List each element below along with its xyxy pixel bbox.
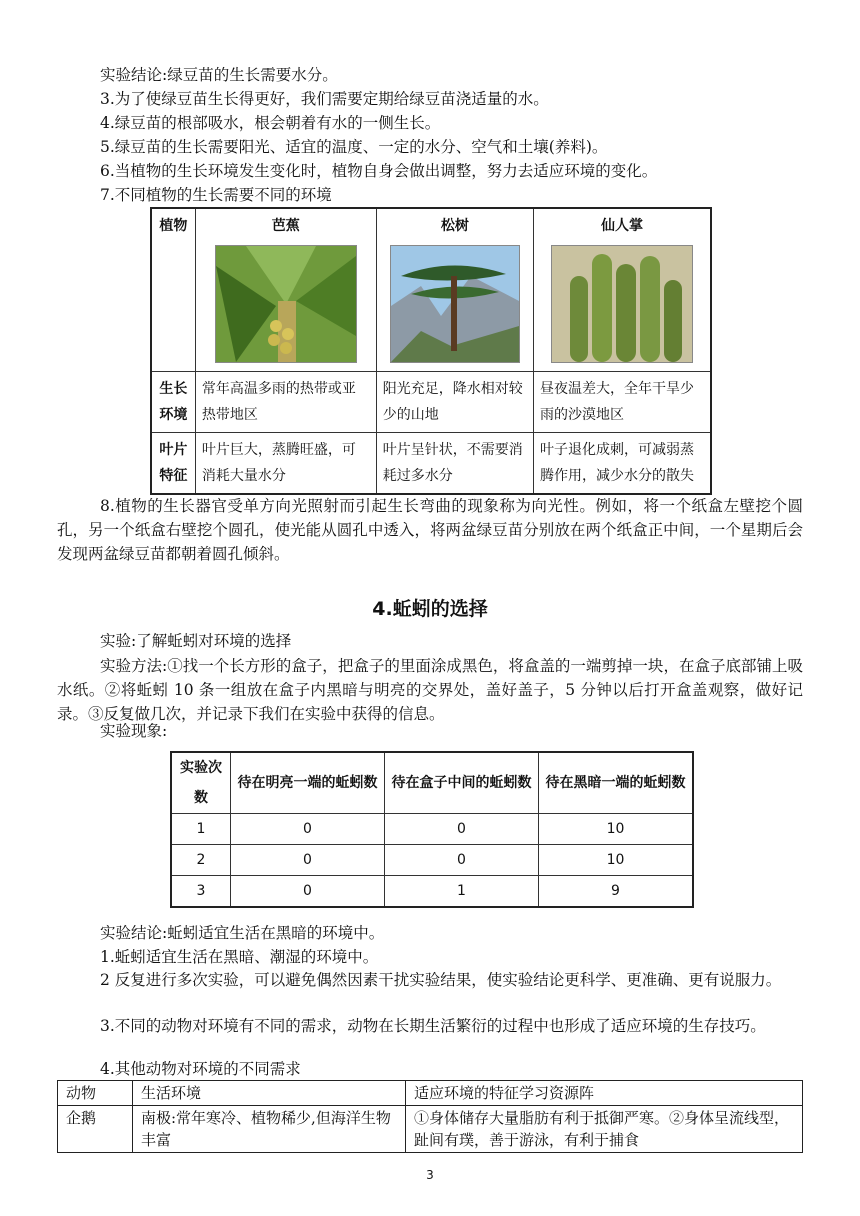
table-row xyxy=(58,1106,803,1153)
worm-experiment-table xyxy=(170,751,694,908)
table-corner-cell: 植物 xyxy=(151,208,195,372)
worm-cell: 0 xyxy=(231,814,385,845)
plant-header-cactus xyxy=(533,208,711,372)
intro-line-3: 4.绿豆苗的根部吸水，根会朝着有水的一侧生长。 xyxy=(100,114,441,132)
intro-line-5: 6.当植物的生长环境发生变化时，植物自身会做出调整，努力去适应环境的变化。 xyxy=(100,162,658,180)
worm-cell: 10 xyxy=(538,814,693,845)
section-title: 4.蚯蚓的选择 xyxy=(372,598,488,620)
worm-cell: 0 xyxy=(231,876,385,908)
env-pine: 阳光充足，降水相对较少的山地 xyxy=(376,372,533,433)
worm-cell: 2 xyxy=(171,845,231,876)
plant-name: 松树 xyxy=(440,218,469,234)
animal-cell: 企鹅 xyxy=(58,1106,133,1153)
animal-cell: 南极:常年寒冷、植物稀少,但海洋生物丰富 xyxy=(133,1106,406,1153)
env-label: 生长环境 xyxy=(151,372,195,433)
animal-header-env: 生活环境 xyxy=(133,1081,406,1106)
leaf-pine: 叶片呈针状，不需要消耗过多水分 xyxy=(376,433,533,495)
item-2: 2 反复进行多次实验，可以避免偶然因素干扰实验结果，使实验结论更科学、更准确、更有说服力。 xyxy=(100,971,782,989)
worm-header-trial: 实验次数 xyxy=(171,752,231,814)
intro-line-4: 5.绿豆苗的生长需要阳光、适宜的温度、一定的水分、空气和土壤(养料)。 xyxy=(100,138,608,156)
worm-cell: 0 xyxy=(384,845,538,876)
animal-cell: ①身体储存大量脂肪有利于抵御严寒。②身体呈流线型，趾间有璞，善于游泳，有利于捕食 xyxy=(406,1106,803,1153)
env-cactus: 昼夜温差大，全年干旱少雨的沙漠地区 xyxy=(533,372,711,433)
cactus-photo xyxy=(551,245,693,363)
leaf-label: 叶片特征 xyxy=(151,433,195,495)
worm-cell: 0 xyxy=(384,814,538,845)
intro-line-6: 7.不同植物的生长需要不同的环境 xyxy=(100,186,332,204)
worm-cell: 1 xyxy=(384,876,538,908)
plant-environment-table xyxy=(150,207,712,495)
conclusion: 实验结论:蚯蚓适宜生活在黑暗的环境中。 xyxy=(100,924,385,942)
page-number: 3 xyxy=(426,1168,434,1182)
intro-line-2: 3.为了使绿豆苗生长得更好，我们需要定期给绿豆苗浇适量的水。 xyxy=(100,90,549,108)
plant-name: 芭蕉 xyxy=(271,218,300,234)
leaf-cactus: 叶子退化成刺，可减弱蒸腾作用，减少水分的散失 xyxy=(533,433,711,495)
paragraph-phototropism: 8.植物的生长器官受单方向光照射而引起生长弯曲的现象称为向光性。例如，将一个纸盒左壁挖个圆孔，另一个纸盒右壁挖个圆孔，使光能从圆孔中透入，将两盆绿豆苗分别放在两个纸盒正中间，一个星期后会发现两盆绿豆苗都朝着圆孔倾斜。 xyxy=(57,497,803,563)
animal-header-feature: 适应环境的特征学习资源阵 xyxy=(406,1081,803,1106)
leaf-banana: 叶片巨大，蒸腾旺盛，可消耗大量水分 xyxy=(195,433,376,495)
table-row xyxy=(171,814,693,845)
banana-plant-photo xyxy=(215,245,357,363)
item-1: 1.蚯蚓适宜生活在黑暗、潮湿的环境中。 xyxy=(100,948,379,966)
env-banana: 常年高温多雨的热带或亚热带地区 xyxy=(195,372,376,433)
item-3: 3.不同的动物对环境有不同的需求，动物在长期生活繁衍的过程中也形成了适应环境的生存技巧。 xyxy=(100,1017,766,1035)
plant-name: 仙人掌 xyxy=(600,218,643,234)
experiment-method: 实验方法:①找一个长方形的盒子，把盒子的里面涂成黑色，将盒盖的一端剪掉一块，在盒子底部铺上吸水纸。②将蚯蚓 10 条一组放在盒子内黑暗与明亮的交界处，盖好盖子，5 分钟以后打开盒盖观察，做好记录。③反复做几次，并记录下我们在实验中获得的信息。 xyxy=(57,657,803,723)
animal-header-animal: 动物 xyxy=(58,1081,133,1106)
animal-table xyxy=(57,1080,803,1153)
phenomenon-label: 实验现象: xyxy=(100,722,168,740)
worm-cell: 1 xyxy=(171,814,231,845)
plant-header-banana xyxy=(195,208,376,372)
intro-line-1: 实验结论:绿豆苗的生长需要水分。 xyxy=(100,66,338,84)
table-row xyxy=(171,876,693,908)
worm-header-dark: 待在黑暗一端的蚯蚓数 xyxy=(538,752,693,814)
worm-cell: 3 xyxy=(171,876,231,908)
plant-header-pine xyxy=(376,208,533,372)
table-row xyxy=(171,845,693,876)
worm-header-bright: 待在明亮一端的蚯蚓数 xyxy=(231,752,385,814)
pine-tree-photo xyxy=(390,245,520,363)
worm-header-middle: 待在盒子中间的蚯蚓数 xyxy=(384,752,538,814)
worm-cell: 0 xyxy=(231,845,385,876)
worm-cell: 10 xyxy=(538,845,693,876)
worm-cell: 9 xyxy=(538,876,693,908)
experiment-title: 实验:了解蚯蚓对环境的选择 xyxy=(100,632,292,650)
item-4: 4.其他动物对环境的不同需求 xyxy=(100,1060,301,1078)
